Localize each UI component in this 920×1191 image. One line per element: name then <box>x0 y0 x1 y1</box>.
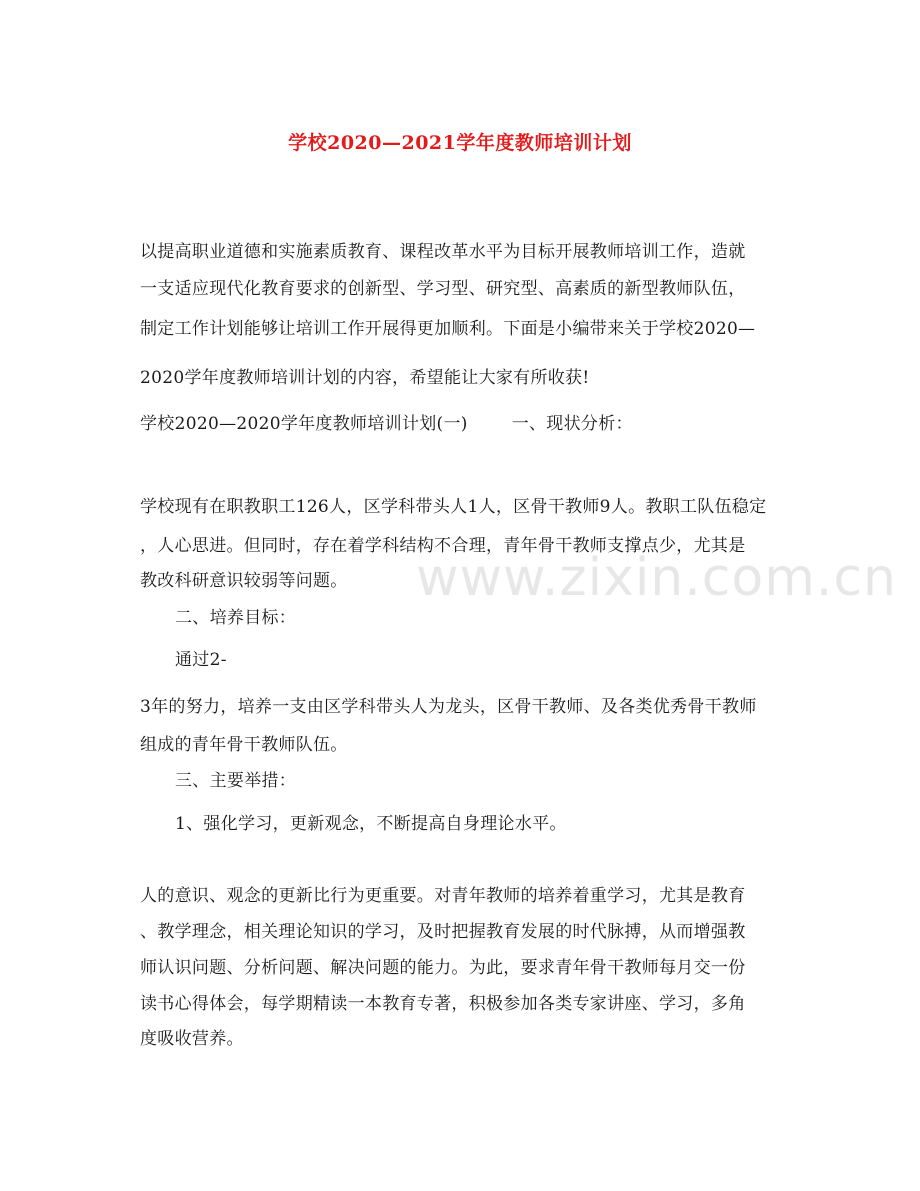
measure1-body-line: 师认识问题、分析问题、解决问题的能力。为此，要求青年骨干教师每月交一份 <box>140 958 746 978</box>
measure1-body-line: 、教学理念，相关理论知识的学习，及时把握教育发展的时代脉搏，从而增强教 <box>140 922 746 942</box>
intro-line: 制定工作计划能够让培训工作开展得更加顺利。下面是小编带来关于学校2020— <box>140 319 756 339</box>
analysis-line: ，人心思进。但同时，存在着学科结构不合理，青年骨干教师支撑点少，尤其是 <box>140 536 746 556</box>
analysis-line: 教改科研意识较弱等问题。 <box>140 571 348 591</box>
subtitle-line <box>140 412 790 436</box>
section2-heading: 二、培养目标： <box>175 608 297 628</box>
measure1-body-line: 度吸收营养。 <box>140 1029 244 1049</box>
analysis-line: 学校现有在职教职工126人，区学科带头人1人，区骨干教师9人。教职工队伍稳定 <box>140 497 767 517</box>
section2-body-line: 组成的青年骨干教师队伍。 <box>140 735 348 755</box>
measure1-body-line: 读书心得体会，每学期精读一本教育专著，积极参加各类专家讲座、学习，多角 <box>140 994 746 1014</box>
watermark: www.zixin.com.cn <box>416 548 897 608</box>
intro-line: 一支适应现代化教育要求的创新型、学习型、研究型、高素质的新型教师队伍， <box>140 279 746 299</box>
document-title: 学校2020—2021学年度教师培训计划 <box>288 132 632 154</box>
intro-line: 2020学年度教师培训计划的内容，希望能让大家有所收获! <box>140 368 590 388</box>
measure1-heading: 1、强化学习，更新观念，不断提高自身理论水平。 <box>175 814 567 834</box>
section1-heading: 一、现状分析： <box>511 414 633 434</box>
measure1-body-line: 人的意识、观念的更新比行为更重要。对青年教师的培养着重学习，尤其是教育 <box>140 886 746 906</box>
intro-line: 以提高职业道德和实施素质教育、课程改革水平为目标开展教师培训工作，造就 <box>140 242 746 262</box>
section3-heading: 三、主要举措： <box>175 771 297 791</box>
section2-body-line: 3年的努力，培养一支由区学科带头人为龙头，区骨干教师、及各类优秀骨干教师 <box>140 697 757 717</box>
section2-lead: 通过2- <box>175 650 227 670</box>
plan-subtitle: 学校2020—2020学年度教师培训计划(一) <box>140 414 468 434</box>
